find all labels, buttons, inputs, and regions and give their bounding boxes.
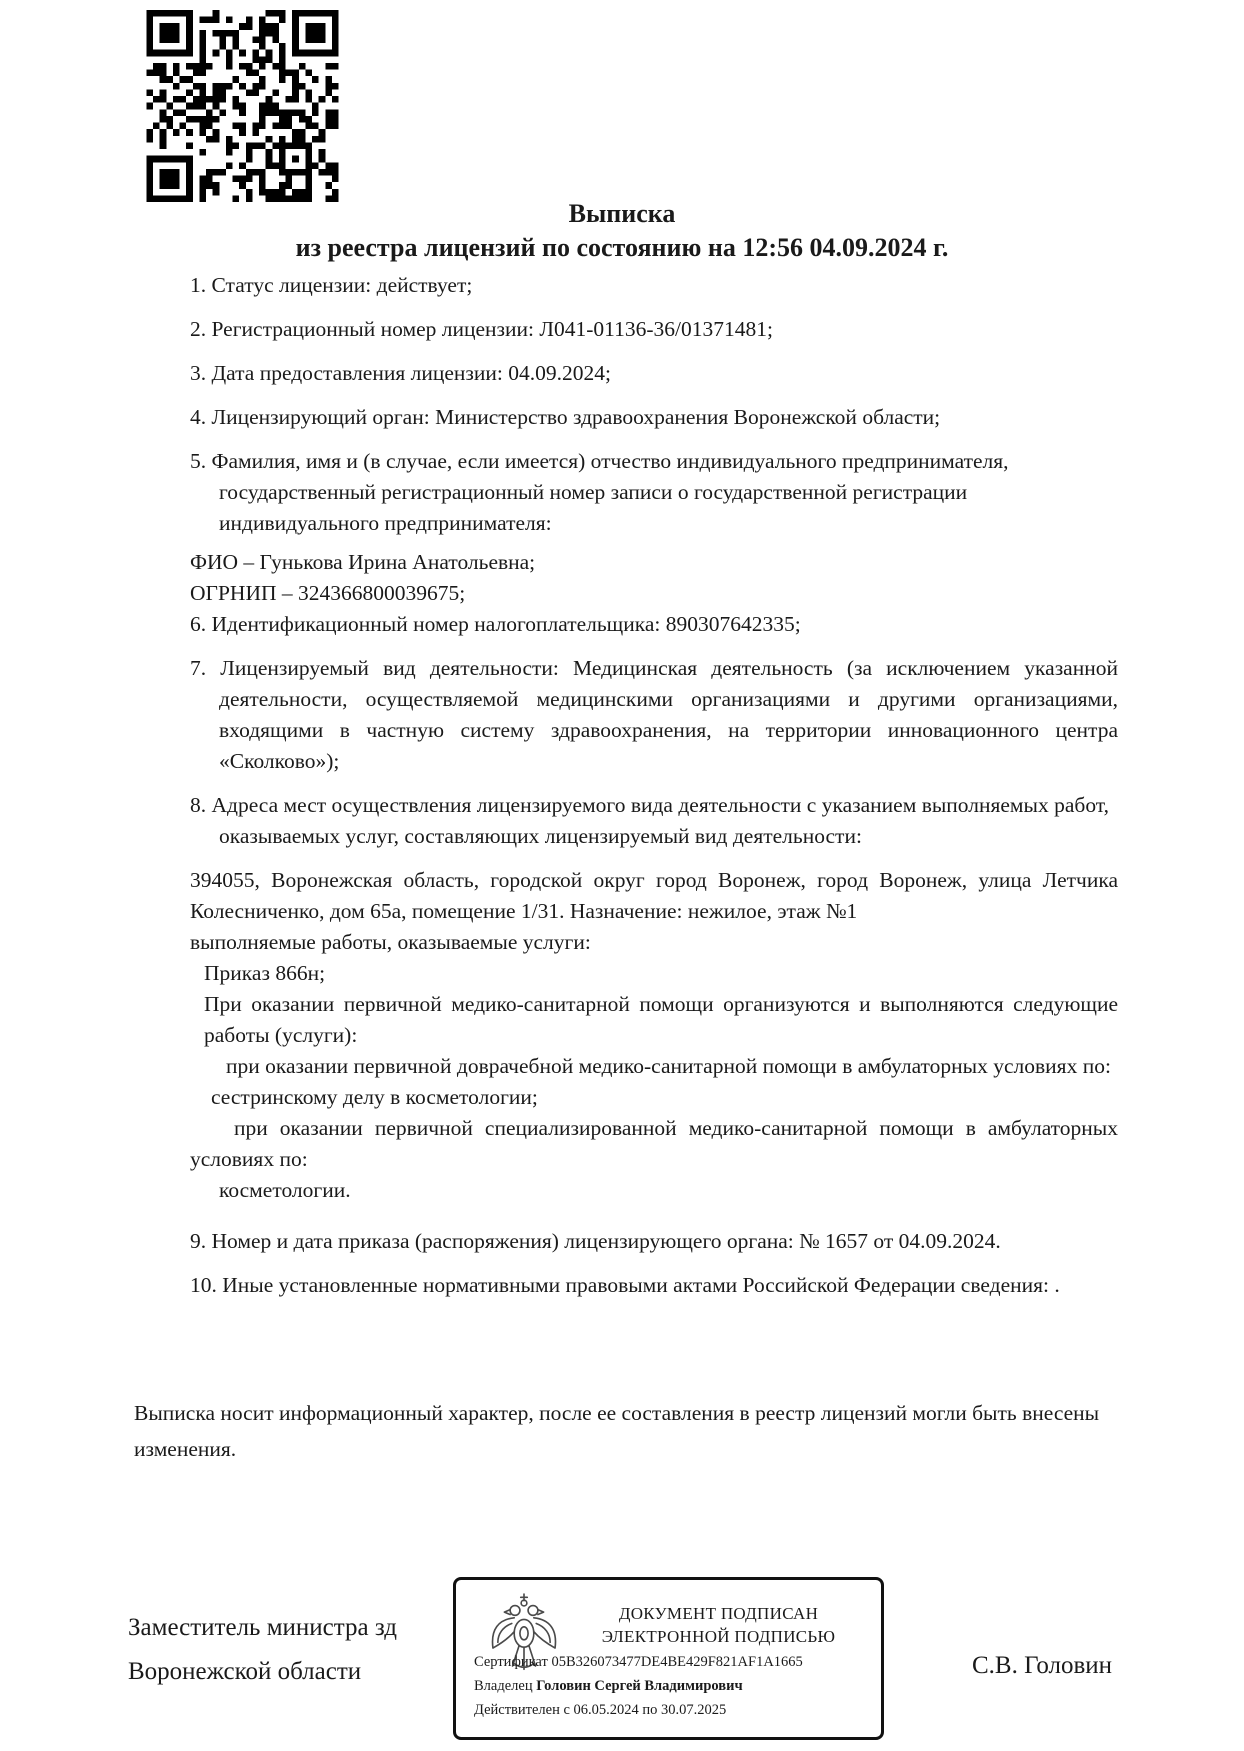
list-item-order-number: 9. Номер и дата приказа (распоряжения) лицензирующего органа: № 1657 от 04.09.2024. [190,1229,1001,1253]
ogrnip-line: ОГРНИП – 324366800039675; [190,581,466,605]
owner-label: Владелец [474,1678,533,1694]
signatory-title [128,1606,397,1694]
work-line-nursing-cosmetology: сестринскому делу в косметологии; [211,1085,538,1109]
list-item-entrepreneur-name: 5. Фамилия, имя и (в случае, если имеется) отчество индивидуального предпринимателя, государственный регистрационный номер записи о государственной регистрации индивидуального предпринимателя: [190,449,1009,535]
signatory-title-line-1: Заместитель министра зд [128,1614,397,1641]
list-item-licensing-authority: 4. Лицензирующий орган: Министерство здравоохранения Воронежской области; [190,405,941,429]
stamp-certificate-line [474,1650,867,1674]
qr-code [140,10,345,202]
page-subtitle: из реестра лицензий по состоянию на 12:56 04.09.2024 г. [295,233,949,262]
stamp-owner-line [474,1674,867,1698]
list-item-addresses: 8. Адреса мест осуществления лицензируемого вида деятельности с указанием выполняемых работ, оказываемых услуг, составляющих лицензируемый вид деятельности: [190,793,1109,848]
address-line: 394055, Воронежская область, городской округ город Воронеж, город Воронеж, улица Летчика Колесниченко, дом 65а, помещение 1/31. Назначение: нежилое, этаж №1 [190,868,1118,923]
signatory-title-line-2: Воронежской области [128,1658,362,1685]
work-line-specialized: при оказании первичной специализированной медико-санитарной помощи в амбулаторных условиях по: [190,1116,1118,1171]
document-title-block [0,197,1244,265]
electronic-signature-stamp [453,1577,884,1740]
work-line-cosmetology: косметологии. [219,1178,351,1202]
work-line-pre-medical: при оказании первичной доврачебной медико-санитарной помощи в амбулаторных условиях по: [226,1054,1111,1078]
owner-value: Головин Сергей Владимирович [536,1678,743,1694]
stamp-validity-line [474,1698,867,1722]
list-item-inn: 6. Идентификационный номер налогоплательщика: 890307642335; [190,612,801,636]
informational-note: Выписка носит информационный характер, после ее составления в реестр лицензий могли быть внесены изменения. [134,1401,1100,1461]
stamp-header [570,1602,867,1648]
certificate-label: Сертификат [474,1654,548,1670]
page-title: Выписка [568,199,676,228]
list-item-reg-number: 2. Регистрационный номер лицензии: Л041-01136-36/01371481; [190,317,773,341]
work-line-order: Приказ 866н; [204,961,326,985]
stamp-header-line-1: ДОКУМЕНТ ПОДПИСАН [618,1604,819,1623]
list-item-activity-type: 7. Лицензируемый вид деятельности: Медицинская деятельность (за исключением указанной деятельности, осуществляемой медицинскими организациями и другими организациями, входящими в частную систему здравоохранения, на территории инновационного центра «Сколково»); [190,656,1118,773]
certificate-value: 05B326073477DE4BE429F821AF1A1665 [551,1654,803,1670]
list-item-other-info: 10. Иные установленные нормативными правовыми актами Российской Федерации сведения: . [190,1273,1060,1297]
validity-value: с 06.05.2024 по 30.07.2025 [563,1702,727,1718]
signer-name: С.В. Головин [972,1652,1113,1679]
validity-label: Действителен [474,1702,560,1718]
work-line-primary-care: При оказании первичной медико-санитарной помощи организуются и выполняются следующие работы (услуги): [204,992,1118,1047]
fio-line: ФИО – Гунькова Ирина Анатольевна; [190,550,536,574]
document-body [190,270,1118,1314]
stamp-header-line-2: ЭЛЕКТРОННОЙ ПОДПИСЬЮ [601,1627,836,1646]
works-intro: выполняемые работы, оказываемые услуги: [190,930,591,954]
list-item-status: 1. Статус лицензии: действует; [190,273,473,297]
list-item-grant-date: 3. Дата предоставления лицензии: 04.09.2024; [190,361,611,385]
